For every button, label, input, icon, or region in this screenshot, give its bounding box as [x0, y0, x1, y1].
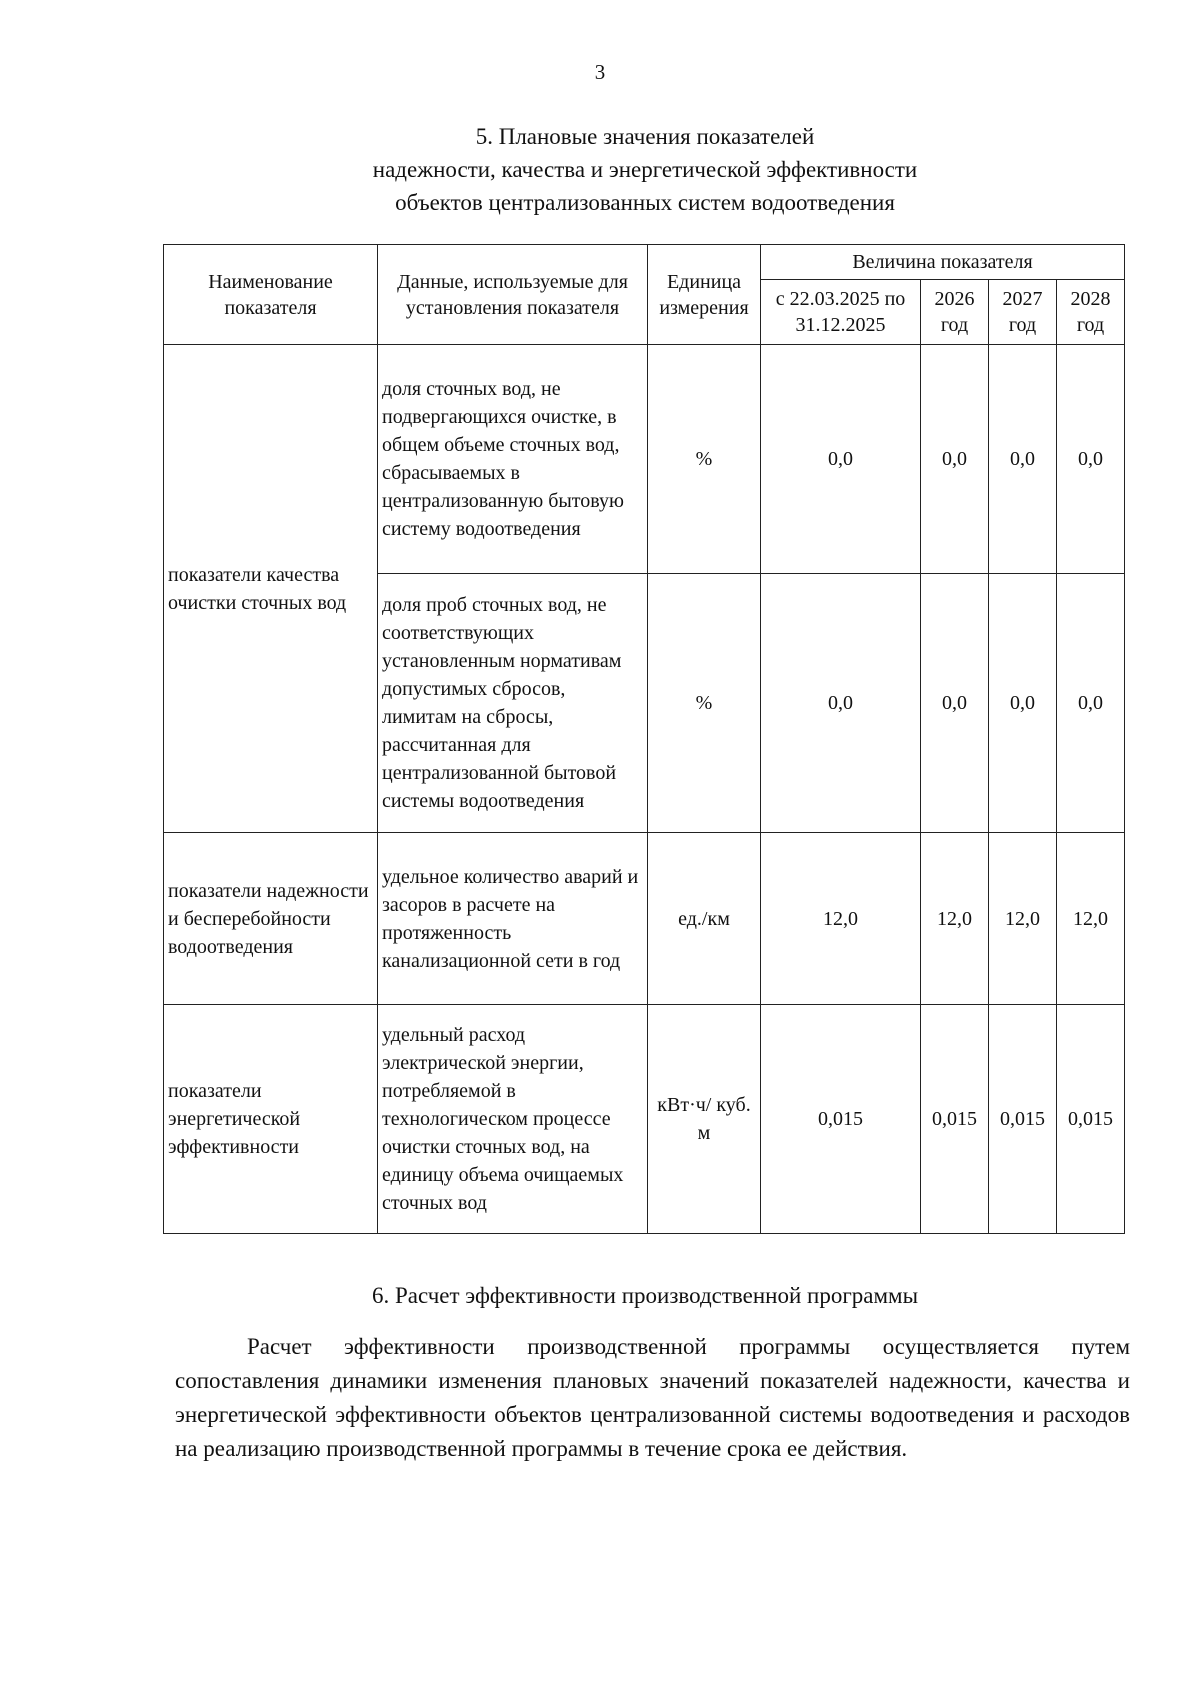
indicator-value: 0,0	[989, 345, 1057, 574]
section-5-title-line: надежности, качества и энергетической эффективности	[372, 157, 918, 182]
indicator-group-name: показатели надежности и бесперебойности водоотведения	[164, 833, 378, 1005]
indicator-unit: %	[648, 574, 761, 833]
indicator-value: 0,0	[921, 574, 989, 833]
header-indicator-name: Наименование показателя	[164, 245, 378, 345]
section-5-title	[0, 120, 1200, 219]
header-period-2025: с 22.03.2025 по 31.12.2025	[761, 280, 921, 345]
indicator-group-name: показатели энергетической эффективности	[164, 1005, 378, 1234]
indicator-value: 0,0	[1057, 574, 1125, 833]
indicator-value: 0,0	[761, 345, 921, 574]
header-unit: Единица измерения	[648, 245, 761, 345]
section-5-title-line: 5. Плановые значения показателей	[475, 124, 815, 149]
indicator-value: 0,0	[921, 345, 989, 574]
indicator-unit: кВт·ч/ куб. м	[648, 1005, 761, 1234]
indicator-unit: ед./км	[648, 833, 761, 1005]
indicator-data-description: доля проб сточных вод, не соответствующих установленным нормативам допустимых сбросов, лимитам на сбросы, рассчитанная для централизованной бытовой системы водоотведения	[378, 574, 648, 833]
header-value-group: Величина показателя	[761, 245, 1125, 280]
indicator-group-name: показатели качества очистки сточных вод	[164, 345, 378, 833]
indicator-value: 0,015	[921, 1005, 989, 1234]
indicator-value: 12,0	[989, 833, 1057, 1005]
indicator-value: 12,0	[1057, 833, 1125, 1005]
indicator-value: 0,0	[989, 574, 1057, 833]
indicators-table	[163, 244, 1125, 1234]
indicator-value: 0,015	[1057, 1005, 1125, 1234]
table-row	[164, 1005, 1125, 1234]
header-period-2028: 2028 год	[1057, 280, 1125, 345]
section-6-paragraph: Расчет эффективности производственной программы осуществляется путем сопоставления динамики изменения плановых значений показателей надежности, качества и энергетической эффективности объектов централизованной системы водоотведения и расходов на реализацию производственной программы в течение срока ее действия.	[175, 1334, 1130, 1461]
section-6-title: 6. Расчет эффективности производственной программы	[371, 1283, 919, 1308]
table-row	[164, 345, 1125, 574]
header-period-2027: 2027 год	[989, 280, 1057, 345]
header-period-2026: 2026 год	[921, 280, 989, 345]
indicator-data-description: удельный расход электрической энергии, потребляемой в технологическом процессе очистки сточных вод, на единицу объема очищаемых сточных вод	[378, 1005, 648, 1234]
indicator-data-description: удельное количество аварий и засоров в расчете на протяженность канализационной сети в год	[378, 833, 648, 1005]
indicator-data-description: доля сточных вод, не подвергающихся очистке, в общем объеме сточных вод, сбрасываемых в централизованную бытовую систему водоотведения	[378, 345, 648, 574]
indicator-unit: %	[648, 345, 761, 574]
indicator-value: 12,0	[921, 833, 989, 1005]
section-5-title-line: объектов централизованных систем водоотведения	[395, 190, 895, 215]
table-row	[164, 833, 1125, 1005]
indicator-value: 0,0	[761, 574, 921, 833]
header-data-used: Данные, используемые для установления показателя	[378, 245, 648, 345]
indicator-value: 12,0	[761, 833, 921, 1005]
page-number: 3	[594, 60, 606, 84]
indicator-value: 0,0	[1057, 345, 1125, 574]
indicator-value: 0,015	[761, 1005, 921, 1234]
indicator-value: 0,015	[989, 1005, 1057, 1234]
